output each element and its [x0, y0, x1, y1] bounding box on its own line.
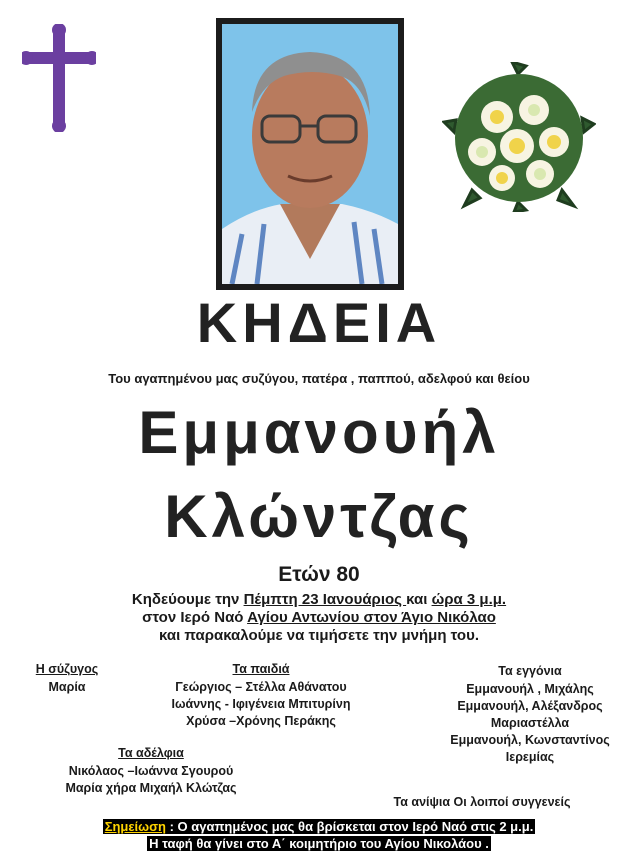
children-heading: Τα παιδιά	[232, 662, 290, 676]
cross-icon	[22, 24, 96, 132]
portrait-frame	[216, 18, 404, 290]
siblings-section	[28, 745, 274, 797]
church-location: στον Άγιο Νικόλαο	[363, 609, 496, 626]
church-name: Αγίου Αντωνίου	[247, 609, 364, 626]
deceased-first-name: Εμμανουήλ	[138, 399, 500, 466]
grandchild-name: Εμμανουήλ, Αλέξανδρος	[457, 699, 603, 713]
subtitle: Του αγαπημένου μας συζύγου, πατέρα , παππού, αδελφού και θείου	[108, 371, 530, 386]
announcement-line-2	[0, 609, 638, 626]
age: Ετών 80	[278, 563, 360, 586]
note-line-1	[103, 819, 536, 834]
child-name: Ιωάννης - Ιφιγένεια Μπιτυρίνη	[171, 697, 351, 711]
wife-name: Μαρία	[48, 680, 86, 694]
note-label: Σημείωση	[104, 819, 166, 834]
note-text-1: : Ο αγαπημένος μας θα βρίσκεται στον Ιερό Ναό στις 2 μ.μ.	[165, 819, 534, 834]
church-prefix: στον Ιερό Ναό	[142, 609, 248, 626]
children-section	[116, 661, 406, 730]
portrait-photo	[222, 24, 398, 284]
flower-bouquet-icon	[442, 62, 596, 212]
announcement-prefix: Κηδεύουμε την	[131, 591, 244, 608]
other-relatives: Τα ανίψια Οι λοιποί συγγενείς	[393, 795, 571, 809]
grandchild-name: Μαριαστέλλα	[490, 716, 570, 730]
child-name: Γεώργιος – Στέλλα Αθάνατου	[175, 680, 347, 694]
note-line-2: Η ταφή θα γίνει στο Α΄ κοιμητήριο του Αγίου Νικολάου .	[149, 836, 489, 851]
funeral-time: ώρα 3 μ.μ.	[431, 591, 507, 608]
note-box	[0, 818, 638, 852]
funeral-date: Πέμπτη 23 Ιανουάριος	[243, 591, 407, 608]
wife-section	[18, 661, 116, 696]
grandchild-name: Εμμανουήλ, Κωνσταντίνος	[450, 733, 610, 747]
siblings-heading: Τα αδέλφια	[118, 746, 184, 760]
grandchild-name: Εμμανουήλ , Μιχάλης	[466, 682, 594, 696]
grandchildren-heading: Τα εγγόνια	[498, 664, 562, 678]
announcement-and: και	[406, 591, 432, 608]
grandchildren-section	[422, 663, 638, 766]
wife-heading: Η σύζυγος	[35, 662, 99, 676]
announcement-line-3: και παρακαλούμε να τιμήσετε την μνήμη του.	[158, 627, 479, 644]
deceased-last-name: Κλώντζας	[164, 483, 474, 550]
announcement-line-1	[0, 591, 638, 608]
child-name: Χρύσα –Χρόνης Περάκης	[186, 714, 336, 728]
sibling-name: Νικόλαος –Ιωάννα Σγουρού	[68, 764, 234, 778]
grandchild-name: Ιερεμίας	[505, 750, 555, 764]
page-title: ΚΗΔΕΙΑ	[196, 291, 442, 354]
sibling-name: Μαρία χήρα Μιχαήλ Κλώτζας	[65, 781, 237, 795]
